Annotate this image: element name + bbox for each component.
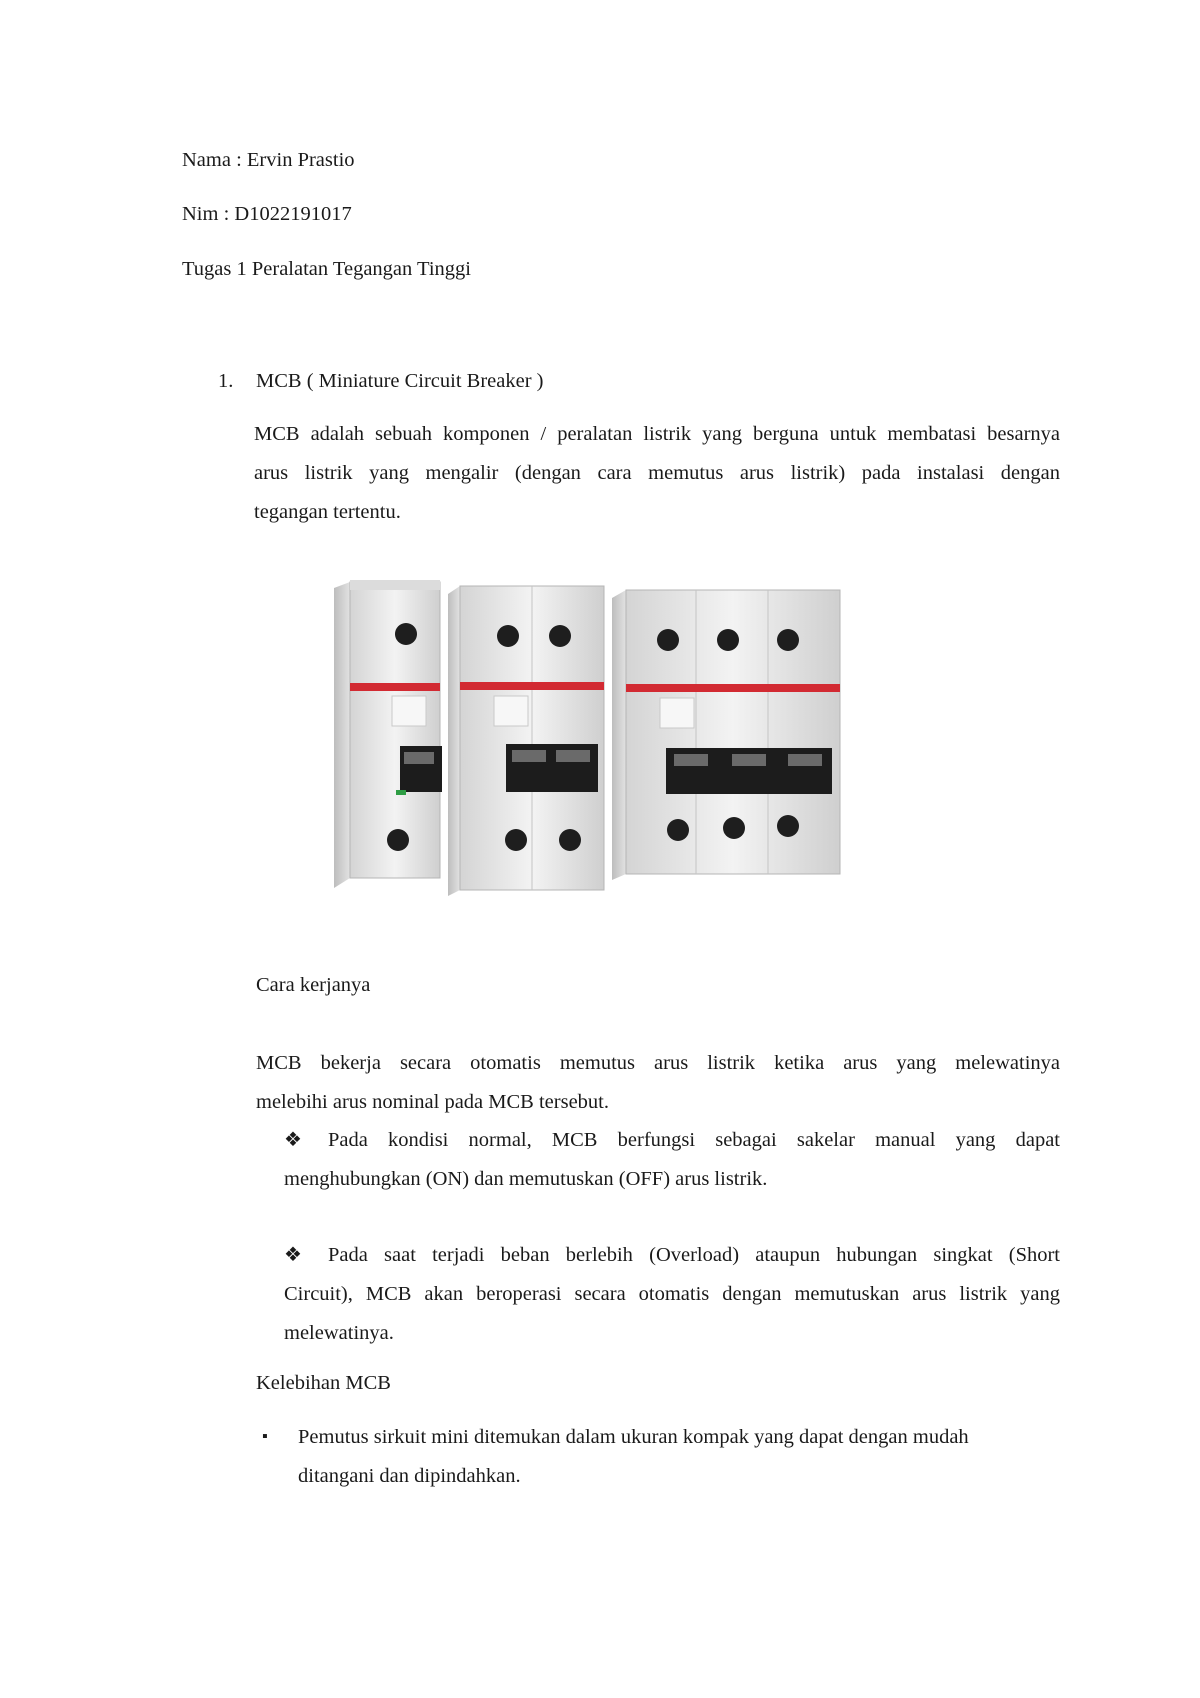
bullet-overload-condition bbox=[284, 1236, 1060, 1353]
paragraph-line: ditangani dan dipindahkan. bbox=[298, 1465, 521, 1487]
mcb-photo bbox=[330, 578, 856, 904]
paragraph-line: Pada kondisi normal, MCB berfungsi sebagai sakelar manual yang dapat bbox=[328, 1129, 1060, 1151]
paragraph-line: arus listrik yang mengalir (dengan cara memutus arus listrik) pada instalasi dengan bbox=[254, 462, 1060, 484]
student-name: Nama : Ervin Prastio bbox=[182, 149, 355, 171]
paragraph-line: melebihi arus nominal pada MCB tersebut. bbox=[256, 1091, 609, 1113]
paragraph-line: Circuit), MCB akan beroperasi secara otomatis dengan memutuskan arus listrik yang bbox=[284, 1283, 1060, 1305]
section-number: 1. bbox=[218, 370, 234, 392]
section-title: MCB ( Miniature Circuit Breaker ) bbox=[256, 370, 544, 392]
cara-kerja-paragraph bbox=[256, 1044, 1060, 1122]
diamond-bullet-icon: ❖ bbox=[284, 1244, 302, 1266]
paragraph-line: Pemutus sirkuit mini ditemukan dalam ukuran kompak yang dapat dengan mudah bbox=[298, 1426, 969, 1448]
mcb-double-pole bbox=[448, 586, 604, 896]
bullet-compact-size bbox=[298, 1418, 1038, 1496]
kelebihan-heading: Kelebihan MCB bbox=[256, 1372, 391, 1394]
bullet-normal-condition bbox=[284, 1121, 1060, 1199]
student-nim: Nim : D1022191017 bbox=[182, 203, 352, 225]
paragraph-line: Pada saat terjadi beban berlebih (Overload) ataupun hubungan singkat (Short bbox=[328, 1244, 1060, 1266]
paragraph-line: melewatinya. bbox=[284, 1322, 394, 1344]
paragraph-line: tegangan tertentu. bbox=[254, 501, 401, 523]
mcb-definition-paragraph bbox=[254, 415, 1060, 532]
cara-kerja-heading: Cara kerjanya bbox=[256, 974, 371, 996]
paragraph-line: MCB adalah sebuah komponen / peralatan listrik yang berguna untuk membatasi besarnya bbox=[254, 423, 1060, 445]
paragraph-line: menghubungkan (ON) dan memutuskan (OFF) arus listrik. bbox=[284, 1168, 768, 1190]
square-bullet-icon: ▪ bbox=[262, 1428, 268, 1445]
paragraph-line: MCB bekerja secara otomatis memutus arus listrik ketika arus yang melewatinya bbox=[256, 1052, 1060, 1074]
mcb-single-pole bbox=[334, 580, 442, 888]
mcb-triple-pole bbox=[612, 590, 840, 880]
assignment-title: Tugas 1 Peralatan Tegangan Tinggi bbox=[182, 258, 471, 280]
diamond-bullet-icon: ❖ bbox=[284, 1129, 302, 1151]
